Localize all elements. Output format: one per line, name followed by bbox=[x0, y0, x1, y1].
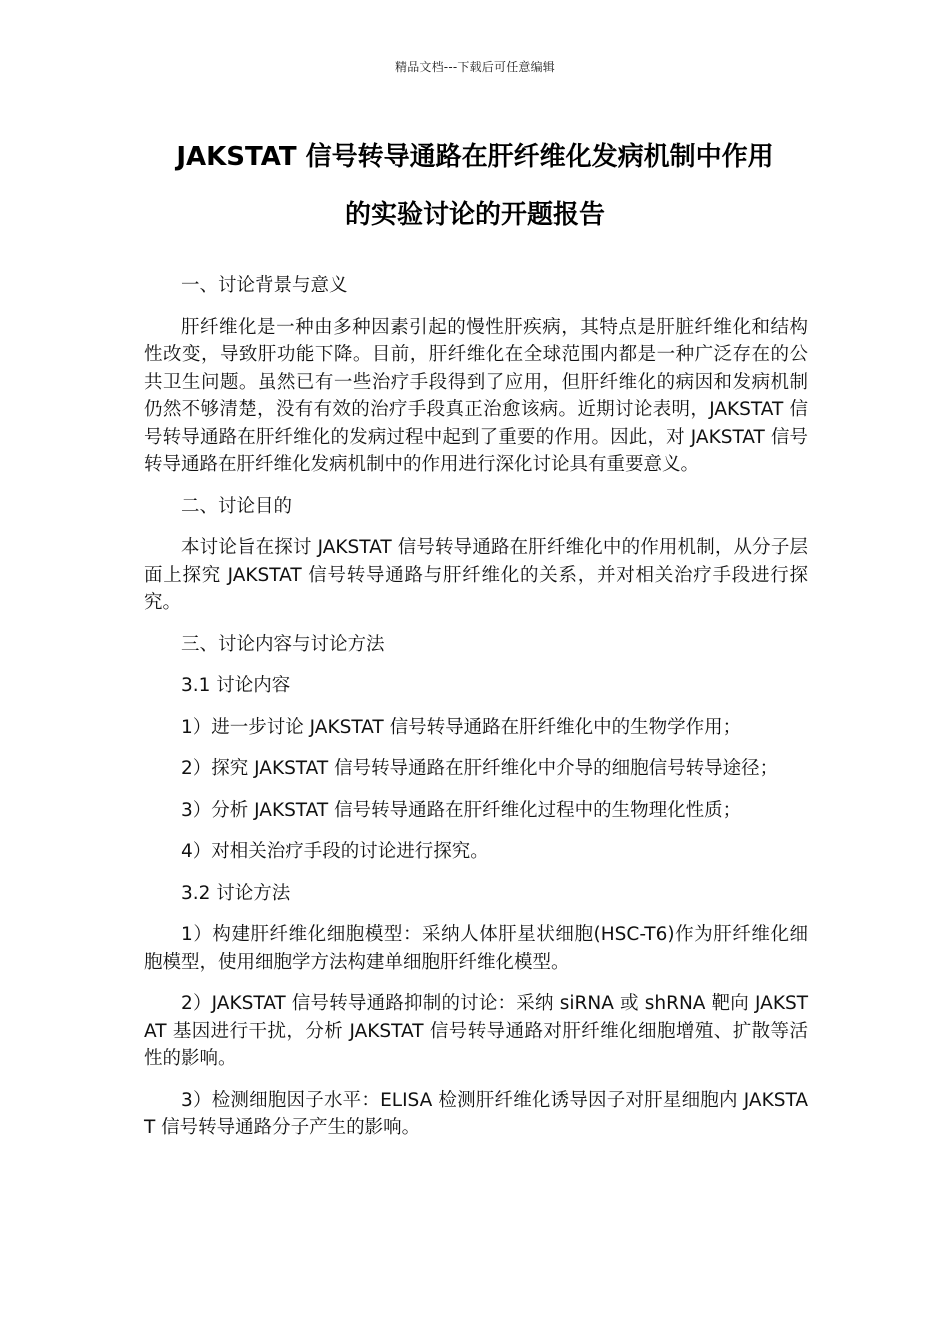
section-heading-content-methods: 三、讨论内容与讨论方法 bbox=[181, 633, 385, 655]
title-line-2: 的实验讨论的开题报告 bbox=[344, 200, 605, 230]
content-item-3: 3）分析 JAKSTAT 信号转导通路在肝纤维化过程中的生物理化性质； bbox=[181, 799, 742, 821]
subsection-heading-methods: 3.2 讨论方法 bbox=[181, 882, 291, 904]
method-item-2: 2）JAKSTAT 信号转导通路抑制的讨论：采纳 siRNA 或 shRNA 靶向 JAKSTAT 基因进行干扰，分析 JAKSTAT 信号转导通路对肝纤维化细胞增殖、扩散等活性的影响。 bbox=[144, 993, 808, 1069]
method-item-1: 1）构建肝纤维化细胞模型：采纳人体肝星状细胞(HSC-T6)作为肝纤维化细胞模型，使用细胞学方法构建单细胞肝纤维化模型。 bbox=[144, 924, 808, 973]
content-item-1: 1）进一步讨论 JAKSTAT 信号转导通路在肝纤维化中的生物学作用； bbox=[181, 716, 742, 738]
header-note: 精品文档---下载后可任意编辑 bbox=[395, 60, 555, 74]
subsection-heading-content: 3.1 讨论内容 bbox=[181, 675, 291, 696]
content-item-2: 2）探究 JAKSTAT 信号转导通路在肝纤维化中介导的细胞信号转导途径； bbox=[181, 758, 779, 779]
paragraph-purpose: 本讨论旨在探讨 JAKSTAT 信号转导通路在肝纤维化中的作用机制，从分子层面上探究 JAKSTAT 信号转导通路与肝纤维化的关系，并对相关治疗手段进行探究。 bbox=[144, 537, 808, 613]
title-line-1: JAKSTAT 信号转导通路在肝纤维化发病机制中作用 bbox=[176, 142, 774, 172]
paragraph-background: 肝纤维化是一种由多种因素引起的慢性肝疾病，其特点是肝脏纤维化和结构性改变，导致肝功能下降。目前，肝纤维化在全球范围内都是一种广泛存在的公共卫生问题。虽然已有一些治疗手段得到了应用，但肝纤维化的病因和发病机制仍然不够清楚，没有有效的治疗手段真正治愈该病。近期讨论表明，JAKSTAT 信号转导通路在肝纤维化的发病过程中起到了重要的作用。因此，对 JAKSTAT 信号转导通路在肝纤维化发病机制中的作用进行深化讨论具有重要意义。 bbox=[144, 316, 808, 475]
section-heading-purpose: 二、讨论目的 bbox=[181, 495, 293, 517]
method-item-3: 3）检测细胞因子水平：ELISA 检测肝纤维化诱导因子对肝星细胞内 JAKSTAT 信号转导通路分子产生的影响。 bbox=[144, 1089, 808, 1138]
document-body bbox=[144, 272, 808, 1156]
content-item-4: 4）对相关治疗手段的讨论进行探究。 bbox=[181, 841, 489, 862]
document-title bbox=[100, 128, 850, 244]
section-heading-background: 一、讨论背景与意义 bbox=[181, 275, 348, 296]
